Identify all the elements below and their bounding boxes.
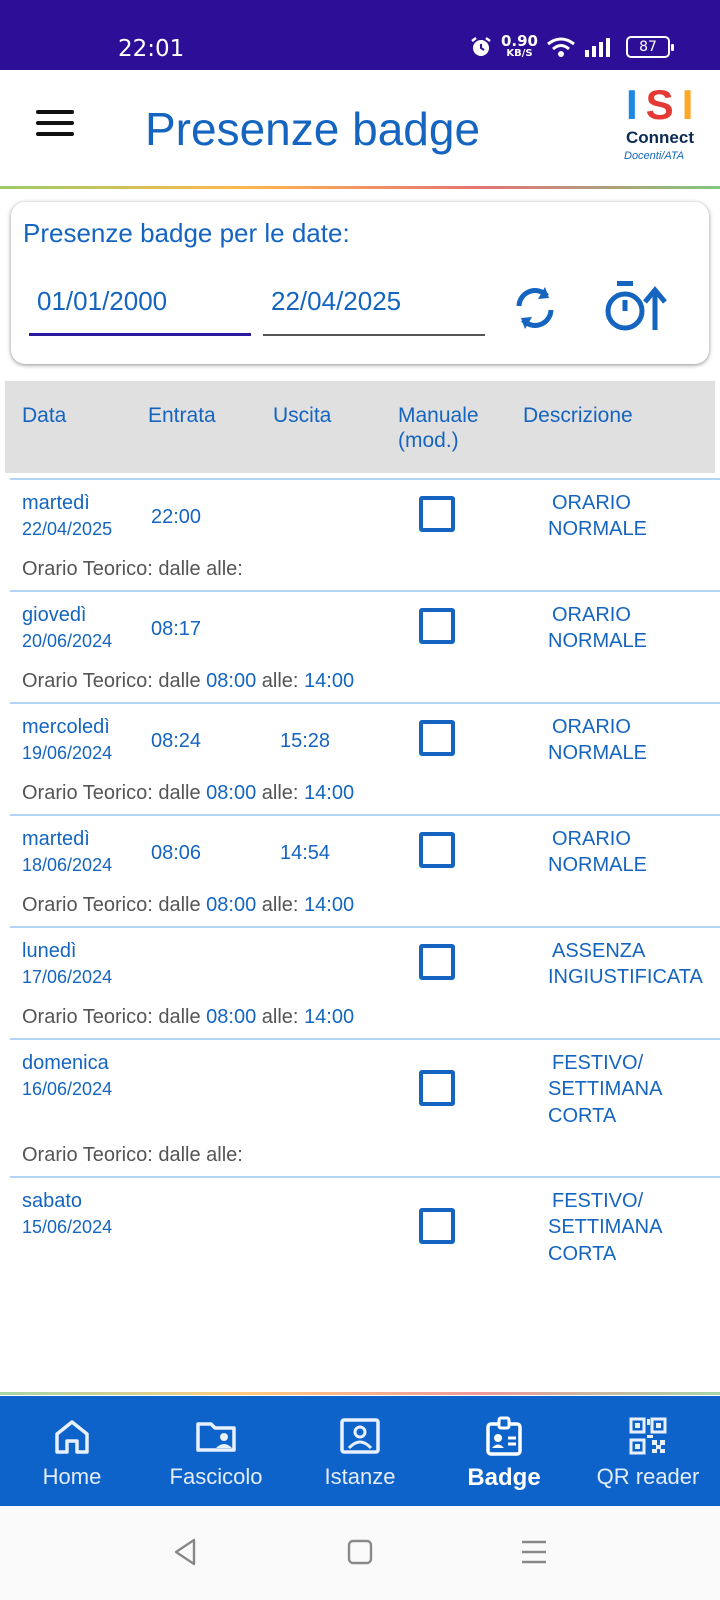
nav-fascicolo-label: Fascicolo: [169, 1464, 263, 1489]
row-divider: [10, 814, 720, 816]
user-frame-icon: [338, 1414, 382, 1458]
manual-checkbox[interactable]: [419, 832, 455, 868]
row-description: ORARIO NORMALE: [548, 716, 647, 765]
date-to-field[interactable]: 22/04/2025: [263, 286, 485, 336]
row-theoretical-hours: Orario Teorico: dalle alle:: [22, 558, 243, 580]
row-divider: [10, 590, 720, 592]
signal-icon: [584, 36, 612, 58]
row-divider: [10, 926, 720, 928]
battery-icon: 87: [626, 36, 670, 58]
nav-fascicolo[interactable]: [144, 1396, 288, 1506]
nav-qr-reader[interactable]: [576, 1396, 720, 1506]
manual-checkbox[interactable]: [419, 608, 455, 644]
date-filter-label: Presenze badge per le date:: [23, 218, 350, 248]
nav-badge[interactable]: [432, 1396, 576, 1506]
date-filter-card: [11, 202, 709, 364]
system-nav-bar: [0, 1506, 720, 1600]
row-divider: [10, 1038, 720, 1040]
nav-home-label: Home: [42, 1464, 102, 1489]
home-icon: [50, 1414, 94, 1458]
col-entrata: Entrata: [148, 404, 216, 427]
status-icons: [469, 34, 670, 59]
row-entry: 08:17: [151, 618, 202, 640]
back-icon[interactable]: [170, 1536, 202, 1568]
row-date: 22/04/2025: [22, 519, 113, 539]
logo-letter-1: I: [626, 81, 638, 128]
row-day: lunedì: [22, 940, 77, 962]
row-day: domenica: [22, 1052, 109, 1074]
row-description: ORARIO NORMALE: [548, 492, 647, 541]
date-from-field[interactable]: 01/01/2000: [29, 286, 251, 336]
row-theoretical-hours: Orario Teorico: dalle 08:00 alle: 14:00: [22, 670, 355, 692]
timer-upload-icon[interactable]: [603, 278, 669, 338]
row-day: sabato: [22, 1190, 83, 1212]
row-date: 19/06/2024: [22, 743, 113, 763]
manual-checkbox[interactable]: [419, 720, 455, 756]
isi-connect-logo: [624, 81, 710, 174]
home-square-icon[interactable]: [344, 1536, 376, 1568]
logo-letters: [626, 81, 710, 128]
app-header: [0, 70, 720, 188]
badge-icon: [482, 1414, 526, 1458]
manual-checkbox[interactable]: [419, 944, 455, 980]
row-theoretical-hours: Orario Teorico: dalle alle:: [22, 1144, 243, 1166]
recents-menu-icon[interactable]: [518, 1536, 550, 1568]
row-day: martedì: [22, 492, 90, 514]
row-theoretical-hours: Orario Teorico: dalle 08:00 alle: 14:00: [22, 1006, 355, 1028]
col-manuale: Manuale (mod.): [398, 404, 479, 453]
row-description: ASSENZA INGIUSTIFICATA: [548, 940, 703, 989]
nav-home[interactable]: [0, 1396, 144, 1506]
row-exit: 15:28: [280, 730, 331, 752]
logo-subtitle: Docenti/ATA: [624, 150, 685, 162]
row-description: ORARIO NORMALE: [548, 828, 647, 877]
manual-checkbox[interactable]: [419, 496, 455, 532]
table-header: [5, 381, 715, 473]
manual-checkbox[interactable]: [419, 1070, 455, 1106]
row-day: martedì: [22, 828, 90, 850]
nav-qr-reader-label: QR reader: [596, 1464, 700, 1489]
nav-istanze[interactable]: [288, 1396, 432, 1506]
refresh-icon[interactable]: [505, 278, 565, 338]
nav-badge-label: Badge: [467, 1464, 541, 1491]
row-entry: 22:00: [151, 506, 202, 528]
logo-letter-3: I: [681, 81, 694, 128]
col-data: Data: [22, 404, 67, 427]
net-speed: 0.90 KB/S: [500, 32, 538, 59]
logo-letter-2: S: [645, 81, 674, 128]
row-exit: 14:54: [280, 842, 331, 864]
header-divider: [0, 186, 720, 189]
page-title: Presenze badge: [145, 103, 481, 155]
row-description: FESTIVO/ SETTIMANA CORTA: [548, 1052, 663, 1127]
nav-divider: [0, 1392, 720, 1395]
status-time: 22:01: [118, 36, 185, 62]
row-divider: [10, 1176, 720, 1178]
bottom-nav: [0, 1396, 720, 1506]
col-uscita: Uscita: [273, 404, 332, 427]
folder-user-icon: [194, 1414, 238, 1458]
col-descrizione: Descrizione: [523, 404, 633, 427]
alarm-icon: [469, 35, 493, 59]
qr-code-icon: [626, 1414, 670, 1458]
row-divider: [10, 702, 720, 704]
row-description: ORARIO NORMALE: [548, 604, 647, 653]
row-date: 16/06/2024: [22, 1079, 113, 1099]
wifi-icon: [546, 36, 576, 58]
row-date: 20/06/2024: [22, 631, 113, 651]
row-day: giovedì: [22, 604, 87, 626]
row-description: FESTIVO/ SETTIMANA CORTA: [548, 1190, 663, 1265]
menu-icon[interactable]: [36, 110, 76, 140]
status-bar: [0, 0, 720, 70]
row-entry: 08:06: [151, 842, 202, 864]
row-theoretical-hours: Orario Teorico: dalle 08:00 alle: 14:00: [22, 782, 355, 804]
manual-checkbox[interactable]: [419, 1208, 455, 1244]
row-date: 18/06/2024: [22, 855, 113, 875]
row-day: mercoledì: [22, 716, 110, 738]
logo-name: Connect: [626, 128, 694, 147]
row-theoretical-hours: Orario Teorico: dalle 08:00 alle: 14:00: [22, 894, 355, 916]
row-date: 15/06/2024: [22, 1217, 113, 1237]
nav-istanze-label: Istanze: [324, 1464, 396, 1489]
row-date: 17/06/2024: [22, 967, 113, 987]
row-divider: [10, 478, 720, 480]
row-entry: 08:24: [151, 730, 202, 752]
